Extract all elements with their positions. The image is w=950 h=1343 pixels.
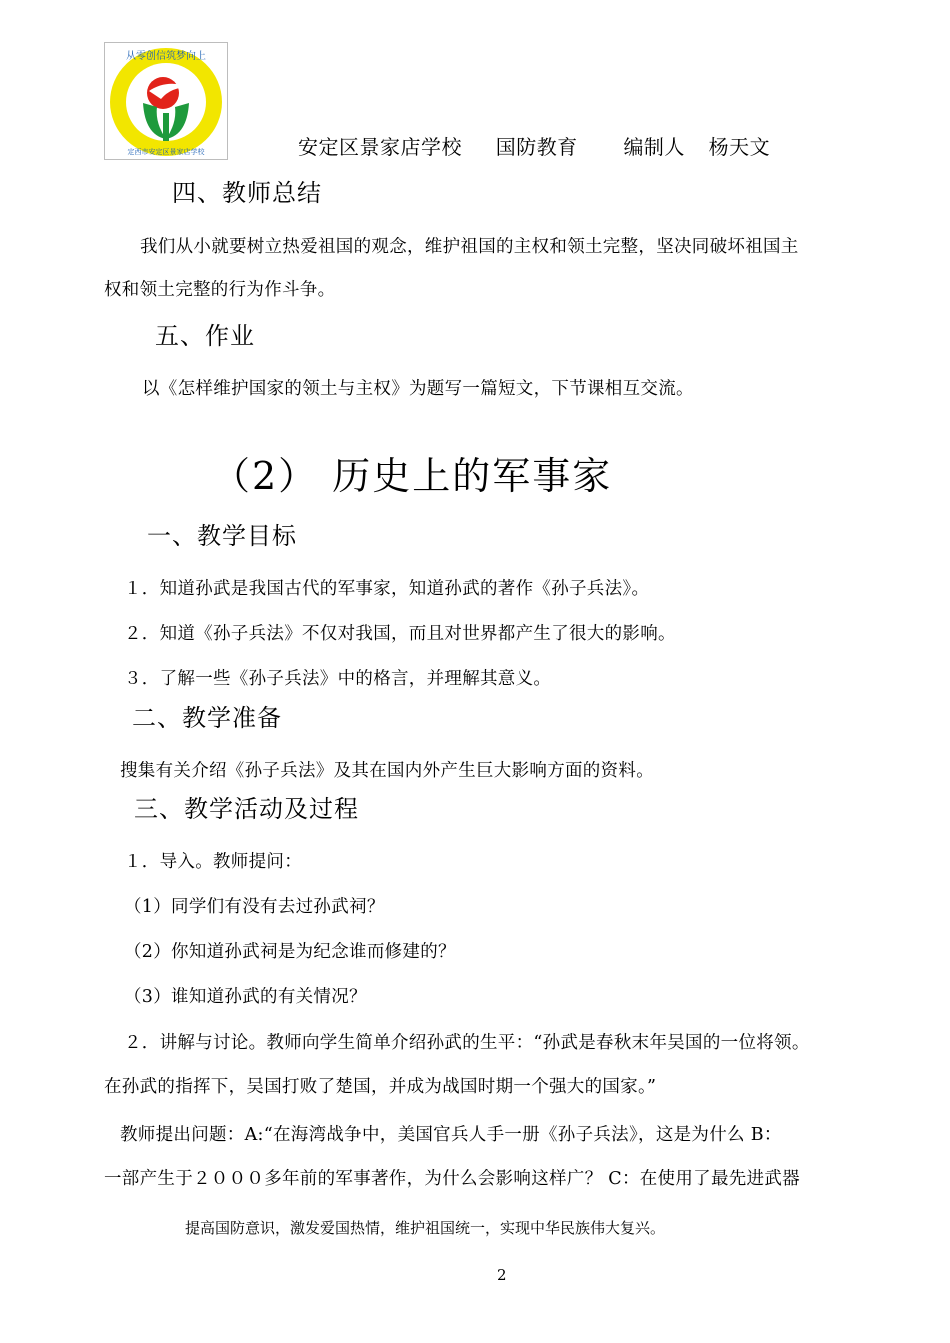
page-header [298,131,770,160]
header-school: 安定区景家店学校 [298,135,462,159]
goals-heading: 一、教学目标 [147,522,297,550]
activity-question-2: （2）你知道孙武祠是为纪念谁而修建的？ [124,942,456,962]
section4-heading: 四、教师总结 [172,179,322,207]
activity-step1: １．导入。教师提问： [124,852,302,872]
goal-item-1: １．知道孙武是我国古代的军事家，知道孙武的著作《孙子兵法》。 [124,579,650,599]
lesson-title: （2） 历史上的军事家 [212,454,613,498]
section4-para-line1: 我们从小就要树立热爱祖国的观念，维护祖国的主权和领土完整，坚决同破坏祖国主 [140,237,799,257]
logo-top-text: 从零创信筑梦向上 [126,51,206,62]
section5-para: 以《怎样维护国家的领土与主权》为题写一篇短文，下节课相互交流。 [142,379,694,399]
teacher-question-line2: 一部产生于２０００多年前的军事著作，为什么会影响这样广？ C：在使用了最先进武器 [104,1169,800,1189]
activity-step2-line1: ２．讲解与讨论。教师向学生简单介绍孙武的生平：“孙武是春秋末年吴国的一位将领。 [124,1033,810,1053]
page-number: 2 [497,1266,507,1284]
activity-step2-line2: 在孙武的指挥下，吴国打败了楚国，并成为战国时期一个强大的国家。” [104,1077,657,1097]
school-logo [104,42,228,160]
logo-bottom-text: 定西市安定区景家店学校 [127,148,205,156]
activity-question-3: （3）谁知道孙武的有关情况？ [124,987,367,1007]
header-subject: 国防教育 [495,135,578,159]
prep-para: 搜集有关介绍《孙子兵法》及其在国内外产生巨大影响方面的资料。 [120,761,654,781]
header-author: 杨天文 [708,135,771,159]
prep-heading: 二、教学准备 [132,704,282,732]
footer-slogan: 提高国防意识，激发爱国热情，维护祖国统一，实现中华民族伟大复兴。 [185,1219,666,1237]
activity-question-1: （1）同学们有没有去过孙武祠？ [124,897,385,917]
school-logo-emblem-icon [105,43,227,159]
header-author-label: 编制人 [623,135,685,159]
goal-item-2: ２．知道《孙子兵法》不仅对我国，而且对世界都产生了很大的影响。 [124,624,676,644]
activities-heading: 三、教学活动及过程 [134,795,359,823]
section5-heading: 五、作业 [155,322,255,350]
section4-para-line2: 权和领土完整的行为作斗争。 [104,280,336,300]
goal-item-3: ３．了解一些《孙子兵法》中的格言，并理解其意义。 [124,669,552,689]
teacher-question-line1: 教师提出问题：A:“在海湾战争中，美国官兵人手一册《孙子兵法》，这是为什么 B： [120,1125,782,1145]
